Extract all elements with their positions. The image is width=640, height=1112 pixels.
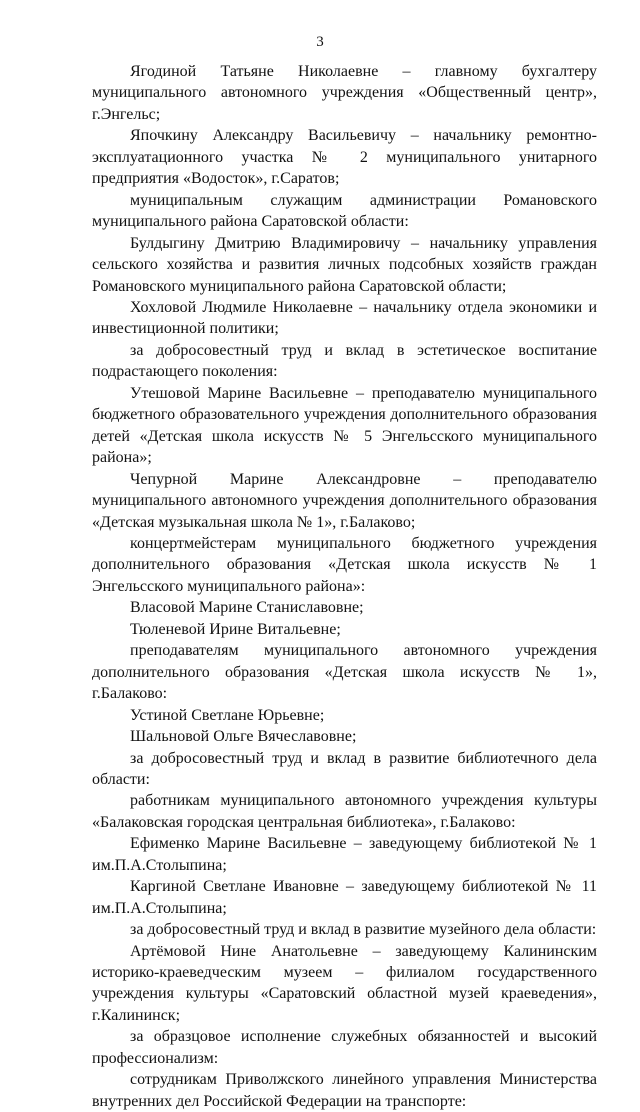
paragraph-transport-police: сотрудникам Приволжского линейного управления Министерства внутренних дел Российской Федерации на транспорте:: [92, 1071, 597, 1110]
paragraph-chepurnaya: Чепурной Марине Александровне – преподавателю муниципального автономного учреждения дополнительного образования «Детская музыкальная школа № 1», г.Балаково;: [92, 470, 597, 531]
paragraph-kargina: Каргиной Светлане Ивановне – заведующему библиотекой № 11 им.П.А.Столыпина;: [92, 878, 597, 917]
paragraph-uteshova: Утешовой Марине Васильевне – преподавателю муниципального бюджетного образовательного учреждения дополнительного образования детей «Детская школа искусств № 5 Энгельсского муниципального района»;: [92, 384, 597, 467]
paragraph-aesthetic-education: за добросовестный труд и вклад в эстетическое воспитание подрастающего поколения:: [92, 341, 597, 381]
paragraph-tyuleneva: Тюленевой Ирине Витальевне;: [130, 620, 341, 638]
paragraph-yagodina: Ягодиной Татьяне Николаевне – главному бухгалтеру муниципального автономного учреждения «Общественный центр», г.Энгельс;: [92, 63, 597, 123]
paragraph-museum-work: за добросовестный труд и вклад в развитие музейного дела области:: [130, 921, 597, 939]
paragraph-artemova: Артёмовой Нине Анатольевне – заведующему Калининским историко-краеведческим музеем – филиалом государственного учреждения культуры «Саратовский областной музей краеведения», г.Калининск;: [92, 942, 597, 1024]
paragraph-accompanists: концертмейстерам муниципального бюджетного учреждения дополнительного образования «Детская школа искусств № 1 Энгельсского муниципального района»:: [92, 534, 597, 595]
paragraph-library-staff: работникам муниципального автономного учреждения культуры «Балаковская городская центральная библиотека», г.Балаково:: [92, 792, 597, 831]
paragraph-vlasova: Власовой Марине Станиславовне;: [130, 599, 364, 617]
paragraph-exemplary-service: за образцовое исполнение служебных обязанностей и высокий профессионализм:: [92, 1028, 597, 1067]
paragraph-shalnova: Шальновой Ольге Вячеславовне;: [130, 728, 357, 746]
paragraph-yapochkin: Япочкину Александру Васильевичу – начальнику ремонтно-эксплуатационного участка № 2 муниципального унитарного предприятия «Водосток», г.Саратов;: [92, 127, 597, 188]
page-number: 3: [316, 34, 324, 50]
paragraph-teachers-balakovo: преподавателям муниципального автономного учреждения дополнительного образования «Детская школа искусств № 1», г.Балаково:: [92, 642, 597, 703]
document-body: [92, 61, 597, 1112]
paragraph-khokhlova: Хохловой Людмиле Николаевне – начальнику отдела экономики и инвестиционной политики;: [92, 298, 597, 338]
paragraph-efimenko: Ефименко Марине Васильевне – заведующему библиотекой № 1 им.П.А.Столыпина;: [92, 835, 597, 874]
paragraph-romanovsky-officials: муниципальным служащим администрации Романовского муниципального района Саратовской области:: [92, 191, 597, 231]
paragraph-ustina: Устиной Светлане Юрьевне;: [130, 706, 325, 724]
paragraph-buldygin: Булдыгину Дмитрию Владимировичу – начальнику управления сельского хозяйства и развития личных подсобных хозяйств граждан Романовского муниципального района Саратовской области;: [92, 234, 597, 295]
paragraph-library-work: за добросовестный труд и вклад в развитие библиотечного дела области:: [92, 749, 597, 788]
